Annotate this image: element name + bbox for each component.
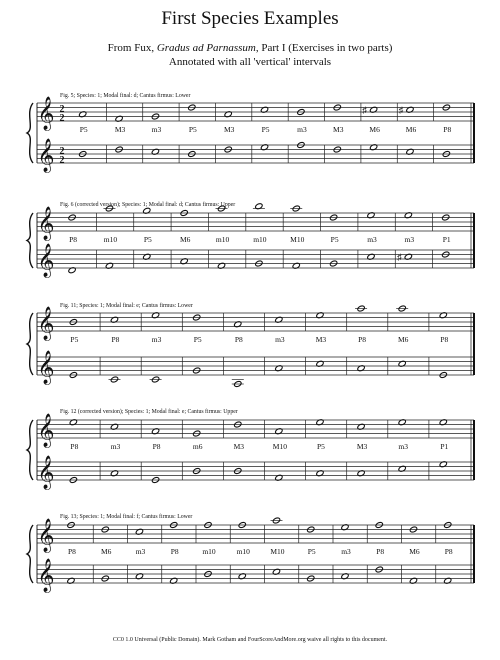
interval-label: M3: [223, 125, 235, 134]
interval-label: P8: [152, 442, 161, 451]
interval-label: P1: [440, 442, 449, 451]
time-signature-denominator: 2: [59, 154, 65, 166]
interval-label: m6: [192, 442, 203, 451]
interval-label: M6: [397, 335, 409, 344]
interval-label: m3: [151, 335, 162, 344]
lower-note: [397, 252, 412, 262]
time-signature-numerator: 2: [59, 145, 65, 157]
interval-label: m10: [202, 547, 216, 556]
example-system: [27, 513, 474, 593]
interval-label: P8: [440, 335, 449, 344]
example-caption: Fig. 12 (corrected version); Species: 1; Modal final: e; Cantus firmus: Upper: [60, 409, 238, 415]
interval-label: m3: [367, 235, 377, 244]
system-brace: [27, 420, 33, 480]
example-caption: Fig. 6 (corrected version); Species: 1; Modal final: d; Cantus firmus: Upper: [60, 202, 236, 208]
interval-label: m3: [398, 442, 408, 451]
interval-label: M6: [409, 547, 420, 556]
treble-clef: [37, 559, 54, 593]
system-brace: [27, 313, 33, 375]
sharp-sign: ♯: [397, 251, 402, 262]
interval-label: P1: [442, 235, 451, 244]
treble-clef: [37, 97, 54, 131]
interval-label: P5: [193, 335, 202, 344]
subtitle-prefix: From Fux,: [107, 42, 157, 54]
interval-label: m3: [341, 547, 351, 556]
interval-label: P8: [376, 547, 385, 556]
treble-clef-glyph: 𝄞: [37, 244, 55, 277]
interval-label: P5: [261, 125, 270, 134]
interval-label: P5: [188, 125, 197, 134]
interval-label: M3: [315, 335, 327, 344]
interval-label: m10: [236, 547, 250, 556]
interval-label: M3: [233, 442, 244, 451]
subtitle-suffix: , Part I (Exercises in two parts): [255, 42, 393, 54]
treble-clef-glyph: 𝄞: [37, 456, 55, 489]
interval-label: P5: [307, 547, 316, 556]
interval-label: P8: [443, 125, 452, 134]
treble-clef: [37, 207, 54, 241]
interval-label: P5: [70, 335, 79, 344]
treble-clef-glyph: 𝄞: [37, 207, 55, 240]
subtitle-work-title: Gradus ad Parnassum: [156, 42, 256, 54]
interval-label: m3: [151, 125, 162, 134]
example-system: [27, 302, 474, 388]
interval-label: M3: [356, 442, 368, 451]
interval-label: m10: [253, 235, 267, 244]
treble-clef-glyph: 𝄞: [37, 559, 55, 592]
treble-clef: [37, 519, 54, 553]
interval-label: P8: [358, 335, 367, 344]
interval-label: P8: [69, 235, 78, 244]
example-system: [27, 408, 474, 490]
time-signature-denominator: 2: [59, 112, 65, 124]
interval-label: P8: [444, 547, 453, 556]
treble-clef-glyph: 𝄞: [37, 519, 55, 552]
interval-label: M6: [369, 125, 380, 134]
interval-label: m10: [215, 235, 230, 244]
example-caption: Fig. 13; Species: 1; Modal final: f; Cantus firmus: Lower: [60, 514, 193, 520]
interval-label: P5: [330, 235, 339, 244]
sharp-sign: ♯: [398, 104, 404, 115]
interval-label: M6: [101, 547, 112, 556]
interval-label: M3: [114, 125, 126, 134]
interval-label: P5: [143, 235, 152, 244]
treble-clef-glyph: 𝄞: [37, 351, 55, 384]
treble-clef-glyph: 𝄞: [37, 307, 55, 340]
system-brace: [27, 525, 33, 583]
interval-label: m10: [103, 235, 118, 244]
interval-label: M3: [333, 125, 344, 134]
treble-clef: [37, 307, 54, 341]
interval-label: m3: [135, 547, 146, 556]
interval-label: m3: [275, 335, 285, 344]
interval-label: P5: [317, 442, 325, 451]
example-caption: Fig. 5; Species: 1; Modal final: d; Cantus firmus: Lower: [60, 93, 191, 99]
treble-clef-glyph: 𝄞: [37, 414, 55, 447]
interval-label: P5: [79, 125, 88, 134]
interval-label: M6: [405, 125, 417, 134]
interval-label: M10: [272, 442, 287, 451]
interval-label: P8: [68, 547, 76, 556]
footer-license: CC0 1.0 Universal (Public Domain). Mark Gotham and FourScoreAndMore.org waive all rights to this document.: [112, 637, 388, 643]
time-signature-numerator: 2: [59, 103, 65, 115]
example-system: [27, 92, 474, 173]
system-brace: [27, 103, 33, 163]
interval-label: m3: [404, 235, 415, 244]
page-title: First Species Examples: [161, 8, 339, 29]
upper-note: [399, 105, 414, 115]
interval-label: m3: [297, 125, 307, 134]
treble-clef: [37, 414, 54, 448]
interval-label: M6: [179, 235, 191, 244]
treble-clef: [37, 456, 54, 490]
treble-clef: [37, 139, 54, 173]
example-system: [27, 201, 474, 278]
upper-note: [362, 105, 377, 115]
interval-label: P8: [170, 547, 179, 556]
interval-label: m3: [110, 442, 121, 451]
interval-label: P8: [70, 442, 79, 451]
treble-clef: [37, 244, 54, 278]
interval-label: P8: [234, 335, 243, 344]
example-caption: Fig. 11; Species: 1; Modal final: e; Cantus firmus: Lower: [60, 303, 193, 309]
interval-label: M10: [290, 235, 305, 244]
sharp-sign: ♯: [362, 104, 367, 115]
treble-clef-glyph: 𝄞: [37, 139, 55, 172]
interval-label: P8: [111, 335, 120, 344]
treble-clef: [37, 351, 54, 385]
interval-label: M10: [270, 547, 285, 556]
treble-clef-glyph: 𝄞: [37, 97, 55, 130]
system-brace: [27, 213, 33, 268]
annotation-note: Annotated with all 'vertical' intervals: [168, 56, 332, 68]
